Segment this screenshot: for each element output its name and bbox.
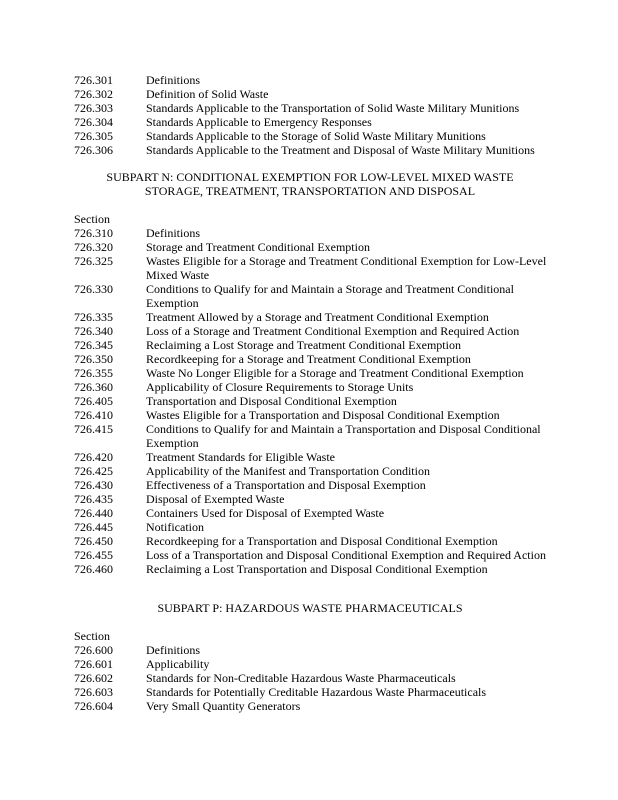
section-number: 726.410 <box>74 408 113 422</box>
list-item <box>74 643 554 657</box>
section-number: 726.445 <box>74 520 113 534</box>
list-item <box>74 380 554 394</box>
section-title: Very Small Quantity Generators <box>146 699 301 713</box>
section-title: Notification <box>146 520 204 534</box>
list-item <box>74 282 554 310</box>
list-item <box>74 87 554 101</box>
top-section-list <box>74 73 554 157</box>
list-item <box>74 324 554 338</box>
section-number: 726.360 <box>74 380 113 394</box>
section-number: 726.450 <box>74 534 113 548</box>
section-label: Section <box>74 212 110 226</box>
section-number: 726.301 <box>74 73 113 87</box>
section-title: Standards Applicable to Emergency Responses <box>146 115 372 129</box>
list-item <box>74 450 554 464</box>
list-item <box>74 548 554 562</box>
section-title: Reclaiming a Lost Storage and Treatment Conditional Exemption <box>146 338 461 352</box>
section-title: Treatment Standards for Eligible Waste <box>146 450 335 464</box>
subpart-n-heading-line1: SUBPART N: CONDITIONAL EXEMPTION FOR LOW-LEVEL MIXED WASTE <box>106 170 514 184</box>
list-item <box>74 657 554 671</box>
section-number: 726.405 <box>74 394 113 408</box>
section-title: Transportation and Disposal Conditional Exemption <box>146 394 397 408</box>
list-item <box>74 478 554 492</box>
list-item <box>74 143 554 157</box>
section-number: 726.303 <box>74 101 113 115</box>
list-item <box>74 338 554 352</box>
list-item <box>74 408 554 422</box>
subpart-p-heading: SUBPART P: HAZARDOUS WASTE PHARMACEUTICALS <box>157 601 463 615</box>
list-item <box>74 226 554 240</box>
section-title: Containers Used for Disposal of Exempted Waste <box>146 506 385 520</box>
section-number: 726.350 <box>74 352 113 366</box>
section-title: Standards Applicable to the Storage of Solid Waste Military Munitions <box>146 129 486 143</box>
section-title: Standards for Potentially Creditable Hazardous Waste Pharmaceuticals <box>146 685 487 699</box>
section-number: 726.306 <box>74 143 113 157</box>
section-title: Applicability of the Manifest and Transportation Condition <box>146 464 430 478</box>
list-item <box>74 699 554 713</box>
list-item <box>74 685 554 699</box>
list-item <box>74 422 554 450</box>
section-title: Definition of Solid Waste <box>146 87 269 101</box>
list-item <box>74 366 554 380</box>
subpart-n-heading-line2: STORAGE, TREATMENT, TRANSPORTATION AND DISPOSAL <box>144 184 476 198</box>
section-number: 726.425 <box>74 464 113 478</box>
section-number: 726.310 <box>74 226 113 240</box>
section-number: 726.304 <box>74 115 113 129</box>
list-item <box>74 534 554 548</box>
subpart-p-list <box>74 643 554 713</box>
section-title: Standards for Non-Creditable Hazardous Waste Pharmaceuticals <box>146 671 456 685</box>
section-title: Definitions <box>146 73 200 87</box>
section-title: Standards Applicable to the Treatment and Disposal of Waste Military Munitions <box>146 143 535 157</box>
section-title: Standards Applicable to the Transportation of Solid Waste Military Munitions <box>146 101 520 115</box>
list-item <box>74 73 554 87</box>
section-number: 726.430 <box>74 478 113 492</box>
section-title: Wastes Eligible for a Storage and Treatment Conditional Exemption for Low-Level Mixed Waste <box>146 254 547 282</box>
list-item <box>74 562 554 576</box>
section-title: Definitions <box>146 226 200 240</box>
section-number: 726.415 <box>74 422 113 436</box>
list-item <box>74 115 554 129</box>
section-number: 726.335 <box>74 310 113 324</box>
section-title: Applicability <box>146 657 210 671</box>
list-item <box>74 240 554 254</box>
section-title: Recordkeeping for a Transportation and Disposal Conditional Exemption <box>146 534 498 548</box>
section-title: Applicability of Closure Requirements to Storage Units <box>146 380 414 394</box>
section-number: 726.602 <box>74 671 113 685</box>
section-number: 726.435 <box>74 492 113 506</box>
section-number: 726.355 <box>74 366 113 380</box>
section-number: 726.440 <box>74 506 113 520</box>
section-number: 726.330 <box>74 282 113 296</box>
list-item <box>74 394 554 408</box>
section-title: Conditions to Qualify for and Maintain a Storage and Treatment Conditional Exemption <box>146 282 514 310</box>
section-number: 726.460 <box>74 562 113 576</box>
section-number: 726.600 <box>74 643 113 657</box>
section-number: 726.420 <box>74 450 113 464</box>
section-title: Effectiveness of a Transportation and Disposal Exemption <box>146 478 426 492</box>
list-item <box>74 464 554 478</box>
list-item <box>74 506 554 520</box>
section-number: 726.603 <box>74 685 113 699</box>
section-title: Storage and Treatment Conditional Exemption <box>146 240 370 254</box>
section-title: Definitions <box>146 643 200 657</box>
section-number: 726.604 <box>74 699 113 713</box>
list-item <box>74 129 554 143</box>
section-title: Reclaiming a Lost Transportation and Disposal Conditional Exemption <box>146 562 488 576</box>
section-number: 726.340 <box>74 324 113 338</box>
list-item <box>74 101 554 115</box>
section-number: 726.325 <box>74 254 113 268</box>
list-item <box>74 492 554 506</box>
section-number: 726.455 <box>74 548 113 562</box>
section-title: Conditions to Qualify for and Maintain a Transportation and Disposal Conditional Exemption <box>146 422 541 450</box>
list-item <box>74 671 554 685</box>
section-title: Disposal of Exempted Waste <box>146 492 285 506</box>
list-item <box>74 352 554 366</box>
section-number: 726.302 <box>74 87 113 101</box>
section-number: 726.305 <box>74 129 113 143</box>
section-title: Wastes Eligible for a Transportation and Disposal Conditional Exemption <box>146 408 500 422</box>
list-item <box>74 310 554 324</box>
section-title: Loss of a Storage and Treatment Conditional Exemption and Required Action <box>146 324 520 338</box>
section-title: Loss of a Transportation and Disposal Conditional Exemption and Required Action <box>146 548 546 562</box>
section-number: 726.320 <box>74 240 113 254</box>
section-label: Section <box>74 629 110 643</box>
section-title: Recordkeeping for a Storage and Treatment Conditional Exemption <box>146 352 471 366</box>
section-title: Waste No Longer Eligible for a Storage and Treatment Conditional Exemption <box>146 366 524 380</box>
list-item <box>74 254 554 282</box>
section-number: 726.345 <box>74 338 113 352</box>
list-item <box>74 520 554 534</box>
section-title: Treatment Allowed by a Storage and Treatment Conditional Exemption <box>146 310 489 324</box>
subpart-n-list <box>74 226 554 576</box>
section-number: 726.601 <box>74 657 113 671</box>
subpart-n-heading <box>74 170 546 198</box>
